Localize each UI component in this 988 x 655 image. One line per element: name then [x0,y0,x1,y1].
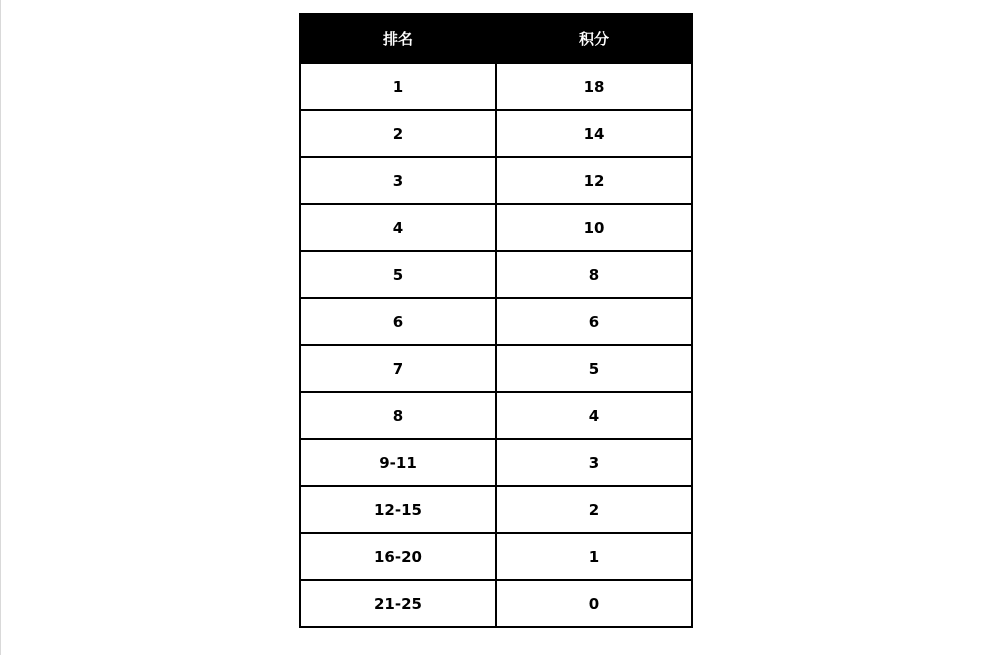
rank-cell: 5 [300,251,496,298]
rank-cell: 2 [300,110,496,157]
rank-cell: 9-11 [300,439,496,486]
page-left-edge [0,0,1,655]
points-cell: 0 [496,580,692,627]
points-cell: 4 [496,392,692,439]
rank-cell: 1 [300,63,496,110]
points-table-container [299,13,691,628]
points-table [299,13,693,628]
table-row [300,345,692,392]
table-row [300,580,692,627]
points-cell: 6 [496,298,692,345]
header-rank: 排名 [300,14,496,63]
rank-cell: 4 [300,204,496,251]
points-cell: 2 [496,486,692,533]
header-points: 积分 [496,14,692,63]
table-row [300,533,692,580]
rank-cell: 7 [300,345,496,392]
table-body [300,63,692,627]
points-cell: 14 [496,110,692,157]
points-cell: 5 [496,345,692,392]
table-row [300,251,692,298]
table-row [300,439,692,486]
points-cell: 12 [496,157,692,204]
rank-cell: 12-15 [300,486,496,533]
points-cell: 10 [496,204,692,251]
points-cell: 8 [496,251,692,298]
table-row [300,298,692,345]
rank-cell: 16-20 [300,533,496,580]
table-row [300,204,692,251]
points-cell: 1 [496,533,692,580]
points-cell: 18 [496,63,692,110]
table-row [300,63,692,110]
table-row [300,486,692,533]
table-row [300,157,692,204]
table-row [300,392,692,439]
table-header [300,14,692,63]
points-cell: 3 [496,439,692,486]
header-row [300,14,692,63]
rank-cell: 21-25 [300,580,496,627]
rank-cell: 3 [300,157,496,204]
table-row [300,110,692,157]
rank-cell: 6 [300,298,496,345]
rank-cell: 8 [300,392,496,439]
